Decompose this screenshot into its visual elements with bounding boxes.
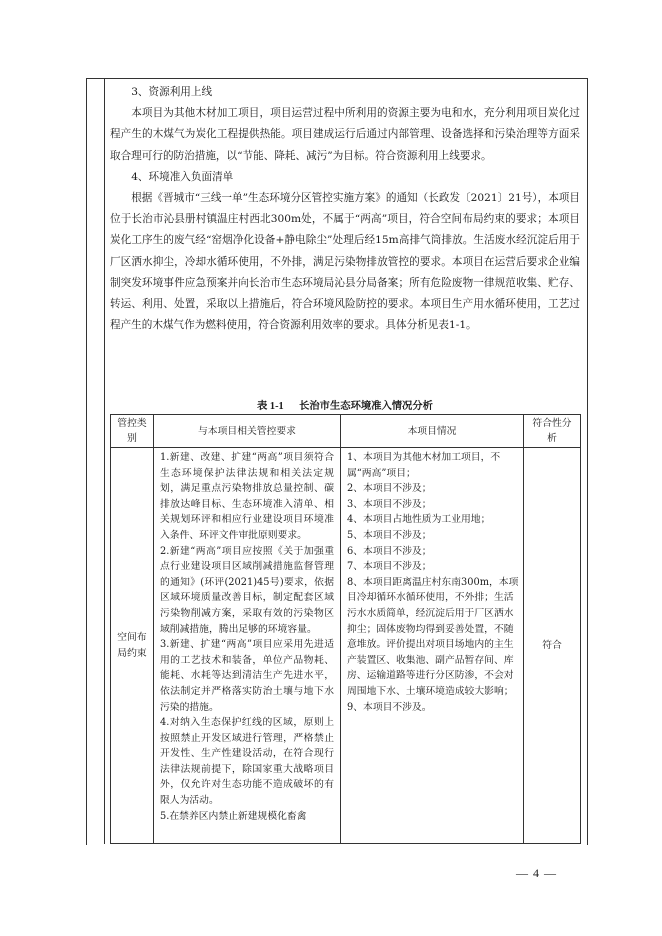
table-caption: 表 1-1 长治市生态环境准入情况分析 — [257, 401, 433, 412]
paragraph-resource: 本项目为其他木材加工项目，项目运营过程中所利用的资源主要为电和水，充分利用项目炭化过程产生的木煤气为炭化工程提供热能。项目建成运行后通过内部管理、设备选择和污染治理等方面采取合理可行的防治措施，以“节能、降耗、减污”为目标。符合资源利用上线要求。 — [110, 107, 580, 162]
header-requirements: 与本项目相关管控要求 — [154, 415, 341, 448]
header-conformity: 符合性分析 — [524, 415, 581, 448]
cell-situation — [341, 448, 524, 844]
situation-item: 3、本项目不涉及； — [347, 498, 432, 510]
cell-conformity: 符合 — [524, 448, 581, 844]
situation-item: 4、本项目占地性质为工业用地； — [347, 514, 491, 526]
cell-category: 空间布局约束 — [111, 448, 154, 844]
requirement-item: 4.对纳入生态保护红线的区域，原则上按照禁止开发区域进行管理，严格禁止开发性、生产性建设活动，在符合现行法律法规前提下，除国家重大战略项目外，仅允许对生态功能不造成破坏的有限人为活动。 — [160, 717, 334, 807]
situation-item: 5、本项目不涉及； — [347, 529, 432, 541]
admission-table — [110, 414, 581, 844]
cell-requirements — [154, 448, 341, 844]
heading-resource: 3、资源利用上线 — [131, 86, 213, 98]
requirement-item: 2.新建“两高”项目应按照《关于加强重点行业建设项目区域削减措施监督管理的通知》(环评(2021)45号)要求，依据区域环境质量改善目标，制定配套区域污染物削减方案，采取有效的污染物区域削减措施，腾出足够的环境容量。 — [160, 545, 334, 635]
table-row — [111, 448, 581, 844]
body-text — [110, 82, 580, 336]
situation-item: 2、本项目不涉及； — [347, 483, 432, 495]
situation-item: 1、本项目为其他木材加工项目，不属“两高”项目； — [347, 452, 501, 479]
header-situation: 本项目情况 — [341, 415, 524, 448]
heading-negative-list: 4、环境准入负面清单 — [131, 170, 234, 183]
requirement-item: 1.新建、改建、扩建“两高”项目须符合生态环境保护法律法规和相关法定规划，满足重点污染物排放总量控制、碳排放达峰目标、生态环境准入清单、相关规划环评和相应行业建设项目环境准入条件、环评文件审批原则要求。 — [160, 452, 334, 541]
requirement-item: 5.在禁养区内禁止新建规模化畜禽 — [160, 810, 307, 822]
header-category: 管控类别 — [111, 415, 154, 448]
situation-item: 8、本项目距离温庄村东南300m，本项目冷却循环水循环使用，不外排；生活污水水质简单，经沉淀后用于厂区洒水抑尘；固体废物均得到妥善处置，不随意堆放。评价提出对项目场地内的主生产装置区、收集池、副产品暂存间、库房、运输道路等进行分区防渗，不会对周围地下水、土壤环境造成较大影响； — [347, 576, 519, 697]
situation-item: 7、本项目不涉及； — [347, 561, 432, 573]
inner-rule — [104, 78, 105, 844]
requirement-item: 3.新建、扩建“两高”项目应采用先进适用的工艺技术和装备，单位产品物耗、能耗、水耗等达到清洁生产先进水平，依法制定并严格落实防治土壤与地下水污染的措施。 — [160, 639, 334, 713]
situation-item: 6、本项目不涉及； — [347, 545, 432, 557]
table-header-row — [111, 415, 581, 448]
situation-item: 9、本项目不涉及。 — [347, 701, 432, 713]
page-number: — 4 — — [516, 866, 557, 880]
paragraph-negative-list: 根据《晋城市“三线一单”生态环境分区管控实施方案》的通知（长政发〔2021〕21号），本项目位于长治市沁县册村镇温庄村西北300m处，不属于“两高”项目，符合空间布局约束的要求；本项目炭化工序生的废气经“窑烟净化设备+静电除尘”处理后经15m高排气筒排放。生活废水经沉淀后用于厂区洒水抑尘，冷却水循环使用，不外排，满足污染物排放管控的要求。本项目在运营后要求企业编制突发环境事件应急预案并向长治市生态环境局沁县分局备案；所有危险废物一律规范收集、贮存、转运、利用、处置，采取以上措施后，符合环境风险防控的要求。本项目生产用水循环使用，工艺过程产生的木煤气作为燃料使用，符合资源利用效率的要求。具体分析见表1-1。 — [110, 192, 580, 332]
